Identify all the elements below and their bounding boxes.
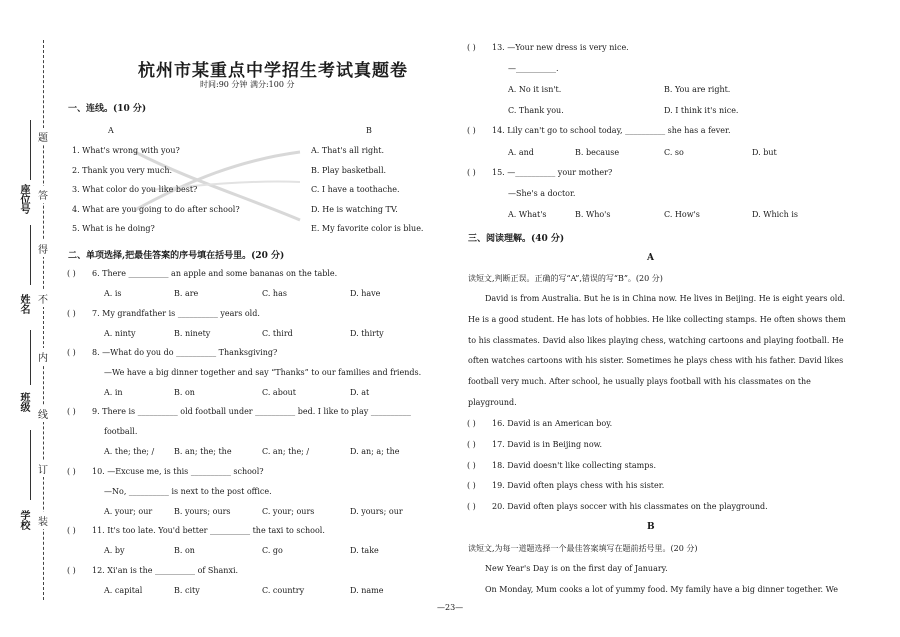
binding-mark: 得 [38,240,48,257]
option: B. ninety [174,329,211,338]
answer-paren[interactable]: ( ) [67,309,76,318]
passage-a-line: He is a good student. He has lots of hobbies. He like collecting stamps. He often shows them [468,315,846,324]
passage-a-line: to his classmates. David also likes playing chess, watching cartoons and playing football. He [468,336,844,345]
match-left-item: 1. What's wrong with you? [72,146,180,155]
option: B. Who's [575,210,611,219]
option: D. at [350,388,370,397]
question-stem: 15. —__________ your mother? [492,168,613,177]
page-number: —23— [437,603,464,612]
match-left-item: 4. What are you going to do after school? [72,205,240,214]
answer-paren[interactable]: ( ) [67,348,76,357]
option: C. your; ours [262,507,315,516]
option: B. city [174,586,200,595]
answer-paren[interactable]: ( ) [467,440,476,449]
option: A. in [104,388,123,397]
option: B. You are right. [664,85,731,94]
option: D. Which is [752,210,798,219]
passage-a-line: David is from Australia. But he is in China now. He lives in Beijing. He is eight years old. [485,294,846,303]
class-label: 班级 [18,392,29,412]
true-false-question: 17. David is in Beijing now. [492,440,603,449]
binding-mark: 内 [38,348,48,365]
option: B. yours; ours [174,507,231,516]
section-1-heading: 一、连线。(10 分) [68,104,147,114]
option: D. have [350,289,381,298]
option: A. the; the; / [104,447,155,456]
option: C. an; the; / [262,447,310,456]
question-stem: 12. Xi'an is the __________ of Shanxi. [92,566,239,575]
option: C. Thank you. [508,106,564,115]
option: C. go [262,546,283,555]
option: D. take [350,546,379,555]
answer-paren[interactable]: ( ) [67,566,76,575]
question-stem: 7. My grandfather is __________ years old. [92,309,260,318]
option: A. your; our [104,507,153,516]
section-3-heading: 三、阅读理解。(40 分) [468,234,565,244]
option: A. and [508,148,534,157]
answer-paren[interactable]: ( ) [67,407,76,416]
true-false-question: 16. David is an American boy. [492,419,613,428]
option: A. ninty [104,329,136,338]
binding-mark: 题 [38,128,48,145]
true-false-question: 18. David doesn't like collecting stamps. [492,461,656,470]
name-line [30,225,31,285]
passage-a-line: football very much. After school, he usually plays football with his classmates on the [468,377,811,386]
answer-paren[interactable]: ( ) [467,481,476,490]
question-line: —We have a big dinner together and say “Thanks” to our families and friends. [104,368,422,377]
seat-number-line [30,120,31,180]
question-line: football. [104,427,138,436]
binding-mark: 线 [38,405,48,422]
passage-a-line: playground. [468,398,517,407]
question-line: —No, __________ is next to the post office. [104,487,272,496]
question-line: —__________. [508,64,559,73]
option: A. What's [508,210,547,219]
page-title: 杭州市某重点中学招生考试真题卷 [138,61,408,81]
school-line [30,430,31,500]
passage-a-line: often watches cartoons with his sister. Sometimes he plays chess with his father. David likes [468,356,844,365]
question-stem: 9. There is __________ old football under __________ bed. I like to play __________ [92,407,411,416]
option: C. has [262,289,287,298]
option: B. on [174,546,195,555]
answer-paren[interactable]: ( ) [467,502,476,511]
question-stem: 10. —Excuse me, is this __________ school? [92,467,264,476]
question-stem: 13. —Your new dress is very nice. [492,43,629,52]
answer-paren[interactable]: ( ) [467,126,476,135]
match-left-item: 2. Thank you very much. [72,166,173,175]
option: A. is [104,289,122,298]
match-right-item: E. My favorite color is blue. [311,224,424,233]
passage-a-instruction: 读短文,判断正误。正确的写“A”,错误的写“B”。(20 分) [468,274,663,283]
name-label: 姓名 [18,294,29,314]
answer-paren[interactable]: ( ) [467,419,476,428]
answer-paren[interactable]: ( ) [467,43,476,52]
option: D. thirty [350,329,384,338]
column-a-label: A [108,126,114,135]
true-false-question: 19. David often plays chess with his sister. [492,481,665,490]
option: A. No it isn't. [508,85,562,94]
answer-paren[interactable]: ( ) [67,269,76,278]
answer-paren[interactable]: ( ) [67,467,76,476]
option: A. capital [104,586,143,595]
passage-b-label: B [647,522,655,532]
option: C. about [262,388,296,397]
question-line: —She's a doctor. [508,189,576,198]
option: C. third [262,329,293,338]
match-left-item: 5. What is he doing? [72,224,155,233]
class-line [30,330,31,385]
match-left-item: 3. What color do you like best? [72,185,198,194]
option: D. I think it's nice. [664,106,739,115]
option: B. an; the; the [174,447,232,456]
match-right-item: B. Play basketball. [311,166,387,175]
binding-mark: 装 [38,512,48,529]
option: D. name [350,586,384,595]
passage-b-line: On Monday, Mum cooks a lot of yummy food. My family have a big dinner together. We [485,585,838,594]
answer-paren[interactable]: ( ) [467,461,476,470]
question-stem: 11. It's too late. You'd better __________ the taxi to school. [92,526,325,535]
option: D. an; a; the [350,447,400,456]
answer-paren[interactable]: ( ) [67,526,76,535]
option: C. country [262,586,305,595]
binding-mark: 订 [38,460,48,477]
question-stem: 14. Lily can't go to school today, __________ she has a fever. [492,126,731,135]
seat-number-label: 座位号 [18,184,29,214]
option: B. are [174,289,199,298]
option: D. yours; our [350,507,403,516]
answer-paren[interactable]: ( ) [467,168,476,177]
binding-mark: 不 [38,290,48,307]
binding-mark: 答 [38,186,48,203]
true-false-question: 20. David often plays soccer with his classmates on the playground. [492,502,768,511]
match-right-item: D. He is watching TV. [311,205,398,214]
question-stem: 6. There __________ an apple and some bananas on the table. [92,269,338,278]
match-right-item: C. I have a toothache. [311,185,400,194]
match-right-item: A. That's all right. [311,146,385,155]
question-stem: 8. —What do you do __________ Thanksgiving? [92,348,278,357]
passage-b-instruction: 读短文,为每一道题选择一个最佳答案填写在题前括号里。(20 分) [468,544,698,553]
passage-a-label: A [647,253,654,263]
option: C. How's [664,210,700,219]
option: A. by [104,546,125,555]
option: B. because [575,148,620,157]
option: C. so [664,148,684,157]
column-b-label: B [366,126,372,135]
school-label: 学校 [18,510,29,530]
passage-b-line: New Year's Day is on the first day of January. [485,564,668,573]
option: D. but [752,148,777,157]
section-2-heading: 二、单项选择,把最佳答案的序号填在括号里。(20 分) [68,251,285,261]
option: B. on [174,388,195,397]
exam-meta: 时间:90 分钟 满分:100 分 [200,80,295,89]
